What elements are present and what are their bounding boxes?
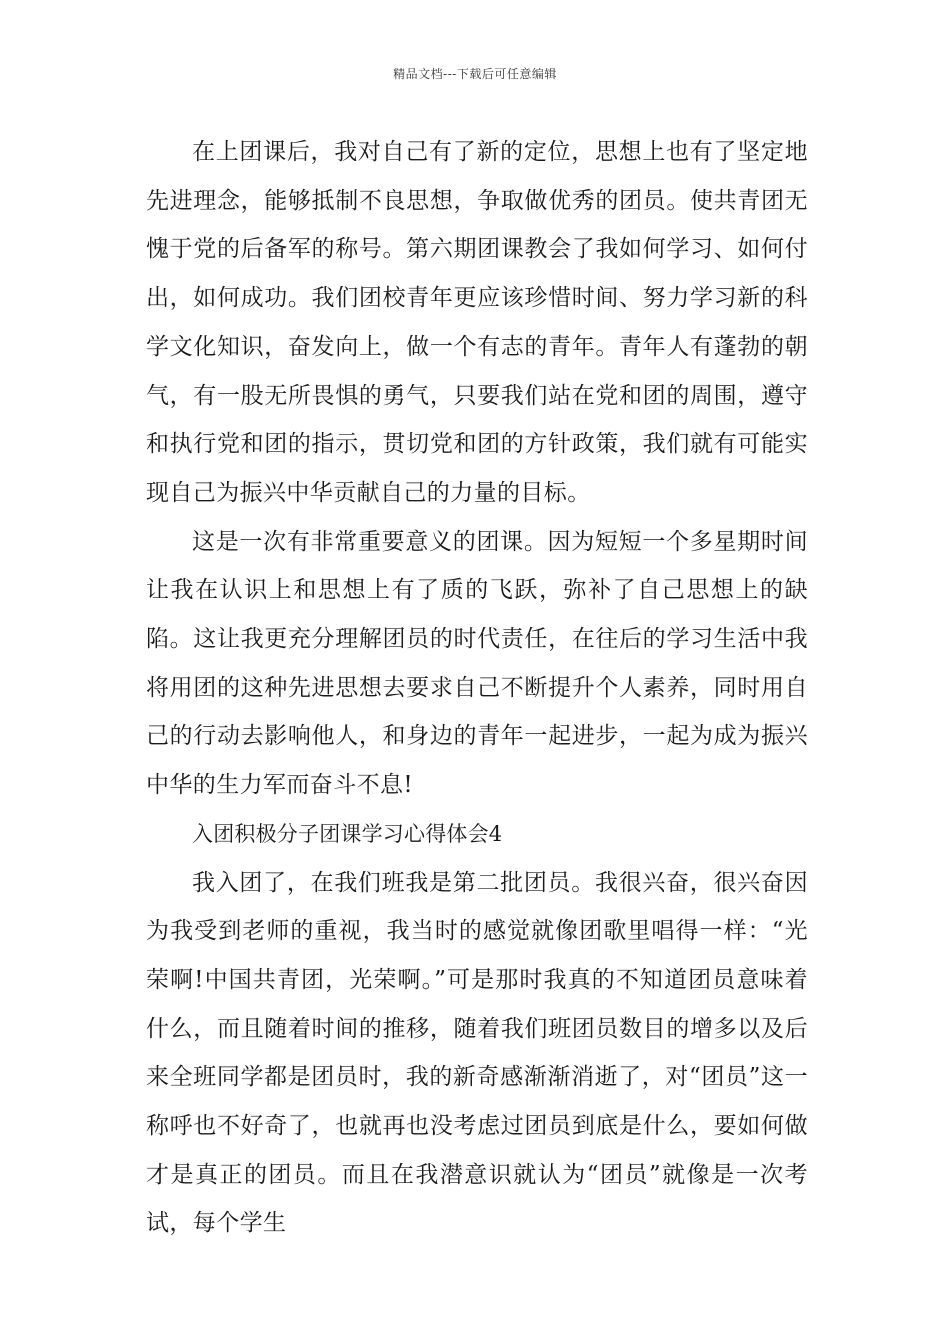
document-body xyxy=(146,128,808,1248)
paragraph: 我入团了，在我们班我是第二批团员。我很兴奋，很兴奋因为我受到老师的重视，我当时的感觉就像团歌里唱得一样：“光荣啊!中国共青团，光荣啊。”可是那时我真的不知道团员意味着什么，而且随着时间的推移，随着我们班团员数目的增多以及后来全班同学都是团员时，我的新奇感渐渐消逝了，对“团员”这一称呼也不好奇了，也就再也没考虑过团员到底是什么，要如何做才是真正的团员。而且在我潜意识就认为“团员”就像是一次考试，每个学生 xyxy=(146,869,808,1237)
paragraph: 在上团课后，我对自己有了新的定位，思想上也有了坚定地先进理念，能够抵制不良思想，争取做优秀的团员。使共青团无愧于党的后备军的称号。第六期团课教会了我如何学习、如何付出，如何成功。我们团校青年更应该珍惜时间、努力学习新的科学文化知识，奋发向上，做一个有志的青年。青年人有蓬勃的朝气，有一股无所畏惧的勇气，只要我们站在党和团的周围，遵守和执行党和团的指示，贯切党和团的方针政策，我们就有可能实现自己为振兴中华贡献自己的力量的目标。 xyxy=(146,139,808,506)
page-header: 精品文档---下载后可任意编辑 xyxy=(393,67,557,81)
section-heading: 入团积极分子团课学习心得体会4 xyxy=(192,821,503,846)
paragraph: 这是一次有非常重要意义的团课。因为短短一个多星期时间让我在认识上和思想上有了质的飞跃，弥补了自己思想上的缺陷。这让我更充分理解团员的时代责任，在往后的学习生活中我将用团的这种先进思想去要求自己不断提升个人素养，同时用自己的行动去影响他人，和身边的青年一起进步，一起为成为振兴中华的生力军而奋斗不息! xyxy=(146,528,808,799)
